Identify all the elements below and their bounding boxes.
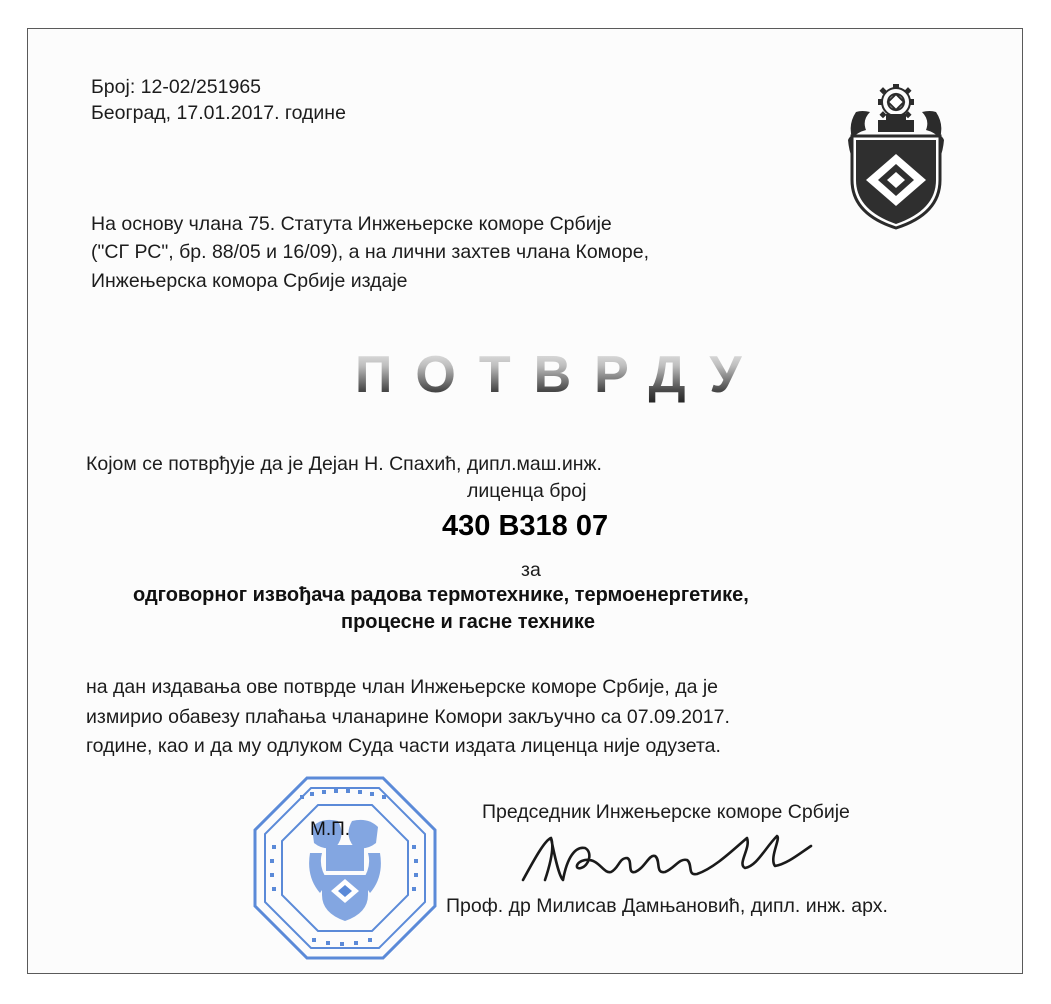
chamber-crest-logo bbox=[838, 80, 954, 230]
place-and-date: Београд, 17.01.2017. године bbox=[91, 102, 346, 124]
official-stamp bbox=[252, 775, 438, 961]
role-line-1: одговорног извођача радова термотехнике, термоенергетике, bbox=[133, 584, 749, 606]
za-label: за bbox=[521, 559, 541, 581]
intro-line-3: Инжењерска комора Србије издаје bbox=[91, 270, 408, 292]
license-number: 430 В318 07 bbox=[442, 510, 609, 542]
president-name: Проф. др Милисав Дамњановић, дипл. инж. арх. bbox=[446, 895, 888, 917]
document-title: ПОТВРДУ bbox=[355, 346, 765, 404]
license-label: лиценца број bbox=[467, 480, 587, 502]
president-title: Председник Инжењерске коморе Србије bbox=[482, 801, 850, 823]
intro-line-1: На основу члана 75. Статута Инжењерске коморе Србије bbox=[91, 213, 612, 235]
handwritten-signature bbox=[515, 818, 815, 898]
document-number: Број: 12-02/251965 bbox=[91, 76, 262, 98]
intro-line-2: ("СГ РС", бр. 88/05 и 16/09), а на лични захтев члана Коморе, bbox=[91, 241, 650, 263]
membership-line-3: године, као и да му одлуком Суда части издата лиценца није одузета. bbox=[86, 735, 721, 757]
role-line-2: процесне и гасне технике bbox=[341, 611, 596, 633]
confirmation-line: Којом се потврђује да је Дејан Н. Спахић, дипл.маш.инж. bbox=[86, 453, 602, 475]
membership-line-2: измирио обавезу плаћања чланарине Комори закључно са 07.09.2017. bbox=[86, 706, 730, 728]
seal-placeholder-mp: М.П. bbox=[310, 819, 351, 840]
membership-line-1: на дан издавања ове потврде члан Инжењерске коморе Србије, да је bbox=[86, 676, 719, 698]
